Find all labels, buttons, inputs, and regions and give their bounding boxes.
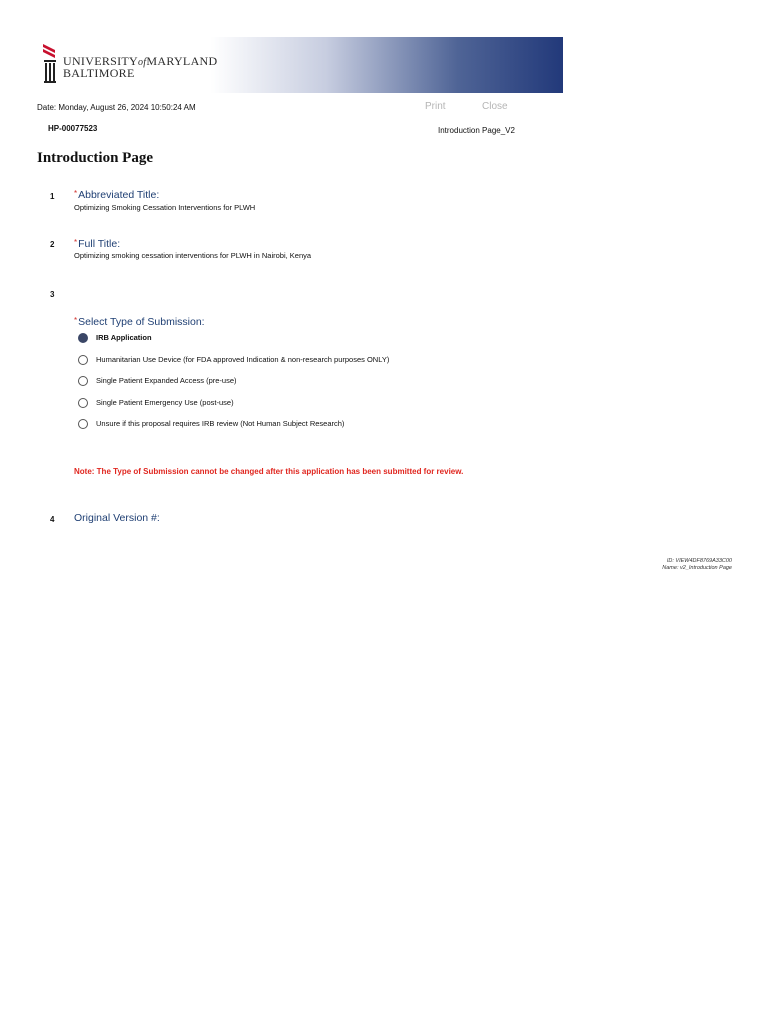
umb-seal-icon	[41, 42, 59, 86]
radio-option-label: Single Patient Emergency Use (post-use)	[96, 398, 234, 407]
required-marker: *	[74, 316, 78, 325]
original-version-label: Original Version #:	[74, 512, 160, 524]
full-title-value: Optimizing smoking cessation interventions for PLWH in Nairobi, Kenya	[74, 251, 312, 260]
radio-option-label: IRB Application	[96, 333, 152, 342]
required-marker: *	[74, 189, 78, 198]
page-title: Introduction Page	[37, 150, 153, 166]
radio-option-label: Humanitarian Use Device (for FDA approved Indication & non-research purposes ONLY)	[96, 355, 390, 364]
radio-option-humanitarian-use-device[interactable]	[78, 353, 389, 366]
logo-wordmark: UNIVERSITYofMARYLAND BALTIMORE	[63, 54, 218, 80]
question-number: 2	[50, 240, 55, 249]
required-marker: *	[74, 238, 78, 247]
question-number: 4	[50, 515, 55, 524]
radio-unselected-icon[interactable]	[78, 376, 88, 386]
abbreviated-title-value: Optimizing Smoking Cessation Interventions for PLWH	[74, 203, 256, 212]
radio-option-expanded-access[interactable]	[78, 374, 237, 387]
full-title-label: *Full Title:	[74, 238, 121, 250]
radio-unselected-icon[interactable]	[78, 355, 88, 365]
submission-type-note: Note: The Type of Submission cannot be changed after this application has been submitted for review.	[74, 467, 464, 476]
abbreviated-title-label: *Abbreviated Title:	[74, 189, 160, 201]
question-number: 3	[50, 290, 55, 299]
radio-option-label: Single Patient Expanded Access (pre-use)	[96, 376, 237, 385]
view-identifier	[662, 558, 732, 572]
radio-option-irb-application[interactable]	[78, 331, 152, 344]
radio-unselected-icon[interactable]	[78, 419, 88, 429]
report-date: Date: Monday, August 26, 2024 10:50:24 AM	[37, 103, 196, 112]
print-link[interactable]: Print	[425, 101, 446, 112]
radio-option-label: Unsure if this proposal requires IRB review (Not Human Subject Research)	[96, 419, 345, 428]
page-name: Introduction Page_V2	[438, 126, 515, 135]
view-name: Name: v2_Introduction Page	[662, 565, 732, 571]
close-link[interactable]: Close	[482, 101, 508, 112]
radio-unselected-icon[interactable]	[78, 398, 88, 408]
view-id: ID: VIEW4DF8769A33C00	[666, 558, 732, 564]
question-number: 1	[50, 192, 55, 201]
radio-option-unsure[interactable]	[78, 417, 344, 430]
record-id: HP-00077523	[48, 124, 98, 133]
radio-option-emergency-use[interactable]	[78, 396, 234, 409]
submission-type-label: *Select Type of Submission:	[74, 316, 205, 328]
radio-selected-icon[interactable]	[78, 333, 88, 343]
